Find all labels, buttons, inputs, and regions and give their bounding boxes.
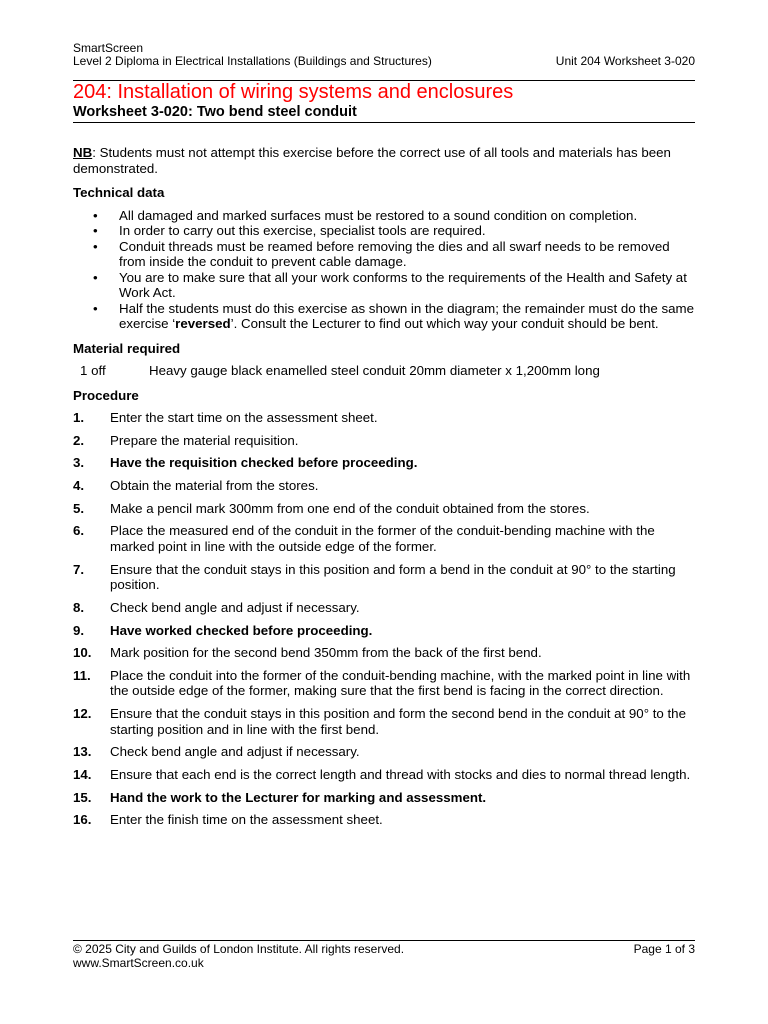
step-text: Ensure that the conduit stays in this position and form a bend in the conduit at 90° to the starting position. bbox=[110, 561, 676, 593]
material-heading: Material required bbox=[73, 340, 181, 356]
procedure-list bbox=[73, 410, 695, 828]
step-number: 5. bbox=[73, 500, 85, 516]
footer-row bbox=[73, 942, 695, 956]
procedure-step bbox=[73, 523, 695, 554]
step-number: 7. bbox=[73, 561, 85, 577]
procedure-heading: Procedure bbox=[73, 387, 139, 403]
step-text: Check bend angle and adjust if necessary. bbox=[110, 744, 360, 760]
bullet-icon: • bbox=[93, 223, 98, 238]
nb-text: : Students must not attempt this exercise before the correct use of all tools and materials has been demonstrated. bbox=[73, 145, 671, 176]
step-number: 9. bbox=[73, 622, 85, 638]
bullet-icon: • bbox=[93, 300, 98, 316]
procedure-step bbox=[73, 767, 695, 783]
header-org: SmartScreen bbox=[73, 41, 144, 55]
step-text: Check bend angle and adjust if necessary. bbox=[110, 599, 360, 615]
step-text: Make a pencil mark 300mm from one end of the conduit obtained from the stores. bbox=[110, 500, 590, 516]
list-item: • Half the students must do this exercise as shown in the diagram; the remainder must do the same exercise ‘reversed’. Consult the Lecturer to find out which way your conduit should be bent. bbox=[93, 300, 695, 331]
procedure-step bbox=[73, 812, 695, 828]
step-text: Obtain the material from the stores. bbox=[110, 478, 319, 494]
header-row bbox=[73, 55, 695, 68]
step-number: 4. bbox=[73, 478, 85, 494]
step-number: 6. bbox=[73, 523, 85, 539]
procedure-step bbox=[73, 410, 695, 426]
step-text: Place the conduit into the former of the conduit-bending machine, with the marked point in line with the outside edge of the former, making sure that the first bend is facing in the correct direction. bbox=[110, 667, 691, 699]
list-item: • All damaged and marked surfaces must be restored to a sound condition on completion. bbox=[93, 207, 638, 223]
list-item: • You are to make sure that all your work conforms to the requirements of the Health and Safety at Work Act. bbox=[93, 269, 687, 300]
step-text: Place the measured end of the conduit in the former of the conduit-bending machine with the marked point in line with the outside edge of the former. bbox=[110, 523, 655, 554]
step-number: 8. bbox=[73, 599, 85, 615]
material-quantity: 1 off bbox=[80, 363, 106, 378]
step-number: 13. bbox=[73, 744, 92, 760]
worksheet-body bbox=[73, 145, 695, 835]
step-text: Prepare the material requisition. bbox=[110, 432, 299, 448]
step-text: Have worked checked before proceeding. bbox=[110, 622, 373, 638]
title-rule bbox=[73, 122, 695, 123]
material-row bbox=[73, 363, 695, 379]
bullet-icon: • bbox=[93, 238, 98, 254]
step-number: 3. bbox=[73, 455, 85, 471]
procedure-step bbox=[73, 478, 695, 494]
footer-page-number: Page 1 of 3 bbox=[633, 942, 695, 956]
step-text: Hand the work to the Lecturer for marking and assessment. bbox=[110, 789, 487, 805]
footer-rule bbox=[73, 940, 695, 941]
list-item: • Conduit threads must be reamed before removing the dies and all swarf needs to be removed from inside the conduit to prevent cable damage. bbox=[93, 238, 670, 269]
technical-data-heading: Technical data bbox=[73, 185, 165, 200]
step-number: 1. bbox=[73, 410, 85, 425]
step-number: 2. bbox=[73, 432, 85, 448]
step-number: 11. bbox=[73, 667, 91, 683]
step-text: Enter the start time on the assessment sheet. bbox=[110, 410, 378, 425]
nb-notice bbox=[73, 145, 695, 176]
reversed-emphasis: reversed bbox=[175, 316, 231, 331]
footer-copyright: © 2025 City and Guilds of London Institute. All rights reserved. bbox=[73, 942, 405, 956]
procedure-step bbox=[73, 744, 695, 760]
step-text: Ensure that the conduit stays in this position and form the second bend in the conduit at 90° to the starting position and in line with the first bend. bbox=[110, 706, 686, 737]
bullet-icon: • bbox=[93, 269, 98, 285]
procedure-step bbox=[73, 455, 695, 471]
step-number: 15. bbox=[73, 789, 92, 805]
procedure-step bbox=[73, 600, 695, 616]
procedure-step bbox=[73, 501, 695, 517]
procedure-step bbox=[73, 706, 695, 737]
procedure-step bbox=[73, 645, 695, 661]
worksheet-subtitle: Worksheet 3-020: Two bend steel conduit bbox=[73, 104, 357, 120]
step-number: 16. bbox=[73, 812, 92, 828]
procedure-step bbox=[73, 433, 695, 449]
procedure-step bbox=[73, 623, 695, 639]
header-course: Level 2 Diploma in Electrical Installations (Buildings and Structures) bbox=[73, 54, 432, 68]
procedure-step bbox=[73, 668, 695, 699]
header-reference: Unit 204 Worksheet 3-020 bbox=[555, 54, 695, 68]
page-title: 204: Installation of wiring systems and enclosures bbox=[73, 81, 514, 103]
step-text: Mark position for the second bend 350mm from the back of the first bend. bbox=[110, 645, 542, 661]
nb-label: NB bbox=[73, 145, 93, 160]
step-text: Ensure that each end is the correct length and thread with stocks and dies to normal thread length. bbox=[110, 766, 691, 782]
step-number: 12. bbox=[73, 706, 92, 722]
step-number: 10. bbox=[73, 645, 92, 661]
procedure-step bbox=[73, 562, 695, 593]
procedure-step bbox=[73, 790, 695, 806]
step-text: Enter the finish time on the assessment sheet. bbox=[110, 812, 383, 828]
step-number: 14. bbox=[73, 766, 92, 782]
bullet-icon: • bbox=[93, 207, 98, 223]
step-text: Have the requisition checked before proceeding. bbox=[110, 455, 418, 471]
footer-website: www.SmartScreen.co.uk bbox=[73, 956, 204, 970]
list-item: • In order to carry out this exercise, specialist tools are required. bbox=[93, 223, 486, 238]
technical-data-list bbox=[73, 208, 695, 332]
material-description: Heavy gauge black enamelled steel conduit 20mm diameter x 1,200mm long bbox=[149, 363, 600, 378]
